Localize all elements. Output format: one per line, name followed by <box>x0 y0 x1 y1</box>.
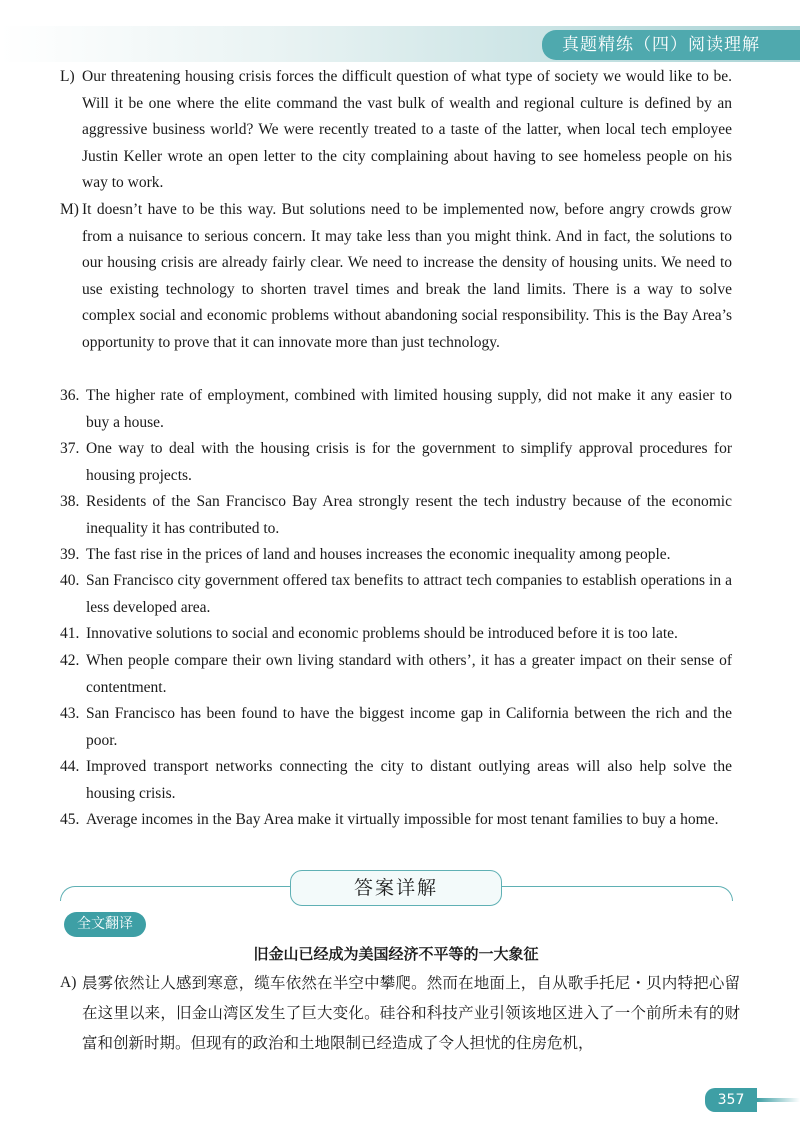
question-number: 44. <box>60 758 80 775</box>
paragraph-text: 晨雾依然让人感到寒意，缆车依然在半空中攀爬。然而在地面上，自从歌手托尼・贝内特把心留在这里以来，旧金山湾区发生了巨大变化。硅谷和科技产业引领该地区进入了一个前所未有的财富和创新时期。但现有的政治和土地限制已经造成了令人担忧的住房危机， <box>82 974 740 1052</box>
answer-divider-left <box>60 886 291 901</box>
question-38 <box>60 489 732 542</box>
question-number: 42. <box>60 652 80 669</box>
answer-section-title: 答案详解 <box>290 870 502 906</box>
question-41 <box>60 621 732 648</box>
question-43 <box>60 701 732 754</box>
question-36 <box>60 383 732 436</box>
question-number: 38. <box>60 493 80 510</box>
page-number-tail <box>757 1098 800 1102</box>
question-text: One way to deal with the housing crisis is for the government to simplify approval procedures for housing projects. <box>86 440 732 484</box>
question-number: 36. <box>60 387 80 404</box>
question-42 <box>60 648 732 701</box>
question-39 <box>60 542 732 569</box>
translation-title: 旧金山已经成为美国经济不平等的一大象征 <box>253 945 539 963</box>
question-40 <box>60 568 732 621</box>
question-45 <box>60 807 732 834</box>
question-text: San Francisco has been found to have the biggest income gap in California between the rich and the poor. <box>86 705 732 749</box>
question-number: 41. <box>60 625 80 642</box>
answer-divider-right <box>500 886 733 901</box>
question-text: Innovative solutions to social and economic problems should be introduced before it is too late. <box>86 625 678 642</box>
passage-paragraph-l <box>60 64 732 197</box>
section-title: 真题精练（四）阅读理解 <box>542 30 800 60</box>
question-text: When people compare their own living standard with others’, it has a greater impact on their sense of contentment. <box>86 652 732 696</box>
question-text: San Francisco city government offered tax benefits to attract tech companies to establish operations in a less developed area. <box>86 572 732 616</box>
paragraph-label: A) <box>60 974 77 991</box>
question-number: 39. <box>60 546 80 563</box>
translation-badge: 全文翻译 <box>64 912 146 937</box>
question-text: Residents of the San Francisco Bay Area strongly resent the tech industry because of the economic inequality it has contributed to. <box>86 493 732 537</box>
passage-paragraph-m <box>60 197 732 356</box>
question-number: 37. <box>60 440 80 457</box>
question-text: Improved transport networks connecting the city to distant outlying areas will also help solve the housing crisis. <box>86 758 732 802</box>
question-number: 40. <box>60 572 80 589</box>
paragraph-label: L) <box>60 68 75 85</box>
page-number: 357 <box>705 1088 757 1112</box>
question-text: The higher rate of employment, combined with limited housing supply, did not make it any easier to buy a house. <box>86 387 732 431</box>
question-number: 43. <box>60 705 80 722</box>
question-37 <box>60 436 732 489</box>
translation-paragraph-a <box>60 968 740 1058</box>
question-number: 45. <box>60 811 80 828</box>
paragraph-label: M) <box>60 201 79 218</box>
question-44 <box>60 754 732 807</box>
paragraph-text: Our threatening housing crisis forces the difficult question of what type of society we would like to be. Will it be one where the elite command the vast bulk of wealth and regional culture is defined by an aggressive business world? We were recently treated to a taste of the latter, when local tech employee Justin Keller wrote an open letter to the city complaining about having to see homeless people on his way to work. <box>82 68 732 191</box>
paragraph-text: It doesn’t have to be this way. But solutions need to be implemented now, before angry crowds grow from a nuisance to serious concern. It may take less than you might think. And in fact, the solutions to our housing crisis are already fairly clear. We need to increase the density of housing units. We need to use existing technology to shorten travel times and break the land limits. There is a way to solve complex social and economic problems without abandoning social responsibility. This is the Bay Area’s opportunity to prove that it can innovate more than just technology. <box>82 201 732 351</box>
question-text: Average incomes in the Bay Area make it virtually impossible for most tenant families to buy a home. <box>86 811 719 828</box>
question-text: The fast rise in the prices of land and houses increases the economic inequality among people. <box>86 546 671 563</box>
